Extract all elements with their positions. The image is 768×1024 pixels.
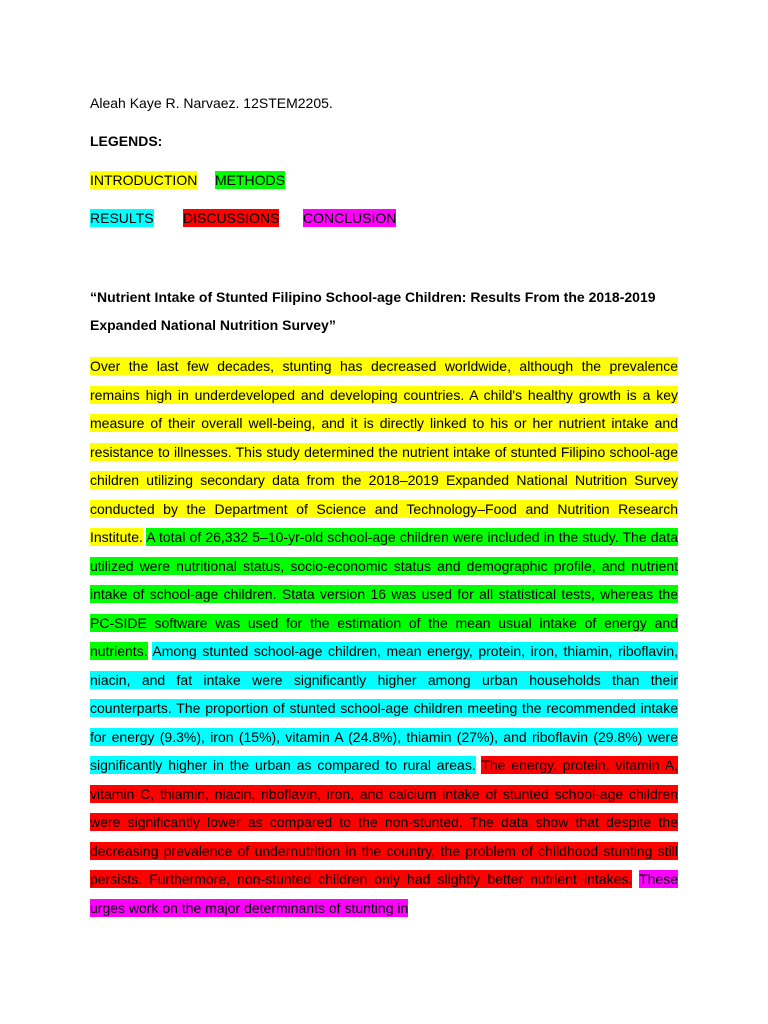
legend-introduction: INTRODUCTION — [90, 172, 198, 188]
article-title-line-1: “Nutrient Intake of Stunted Filipino School-age Children: Results From the 2018-2019 — [90, 289, 656, 305]
legend-discussions: DISCUSSIONS — [183, 210, 280, 226]
article-title-line-2: Expanded National Nutrition Survey” — [90, 317, 336, 333]
legend-conclusion: CONCLUSION — [303, 210, 397, 226]
legend-methods: METHODS — [215, 172, 285, 188]
legend-row-2c — [303, 208, 396, 228]
legend-row-1 — [90, 170, 197, 190]
abstract-introduction: Over the last few decades, stunting has decreased worldwide, although the prevalence remains high in underdeveloped and developing countries. A child's healthy growth is a key measure of their overall well-being, and it is directly linked to his or her nutrient intake and resistance to illnesses. This study determined the nutrient intake of stunted Filipino school-age children utilizing secondary data from the 2018–2019 Expanded National Nutrition Survey conducted by the Department of Science and Technology–Food and Nutrition Research Institute. — [90, 358, 678, 545]
legend-row-2 — [90, 208, 154, 228]
abstract-paragraph — [90, 352, 678, 922]
abstract-methods: A total of 26,332 5–10-yr-old school-age children were included in the study. The data utilized were nutritional status, socio-economic status and demographic profile, and nutrient intake of school-age children. Stata version 16 was used for all statistical tests, whereas the PC-SIDE software was used for the estimation of the mean usual intake of energy and nutrients. — [90, 529, 678, 659]
author-line: Aleah Kaye R. Narvaez. 12STEM2205. — [90, 95, 333, 111]
legend-results: RESULTS — [90, 210, 154, 226]
abstract-results: Among stunted school-age children, mean energy, protein, iron, thiamin, riboflavin, niacin, and fat intake were significantly higher among urban households than their counterparts. The proportion of stunted school-age children meeting the recommended intake for energy (9.3%), iron (15%), vitamin A (24.8%), thiamin (27%), and riboflavin (29.8%) were significantly higher in the urban as compared to rural areas. — [90, 643, 678, 773]
legends-heading: LEGENDS: — [90, 133, 163, 149]
legend-row-1b — [215, 170, 285, 190]
abstract-conclusion: These urges work on the major determinants of stunting in — [90, 871, 679, 916]
abstract-discussions: The energy, protein, vitamin A, vitamin C, thiamin, niacin, riboflavin, iron, and calcium intake of stunted school-age children were significantly lower as compared to the non-stunted. The data show that despite the decreasing prevalence of undernutrition in the country, the problem of childhood stunting still persists. Furthermore, non-stunted children only had slightly better nutrient intakes. — [90, 757, 678, 887]
legend-row-2b — [183, 208, 279, 228]
